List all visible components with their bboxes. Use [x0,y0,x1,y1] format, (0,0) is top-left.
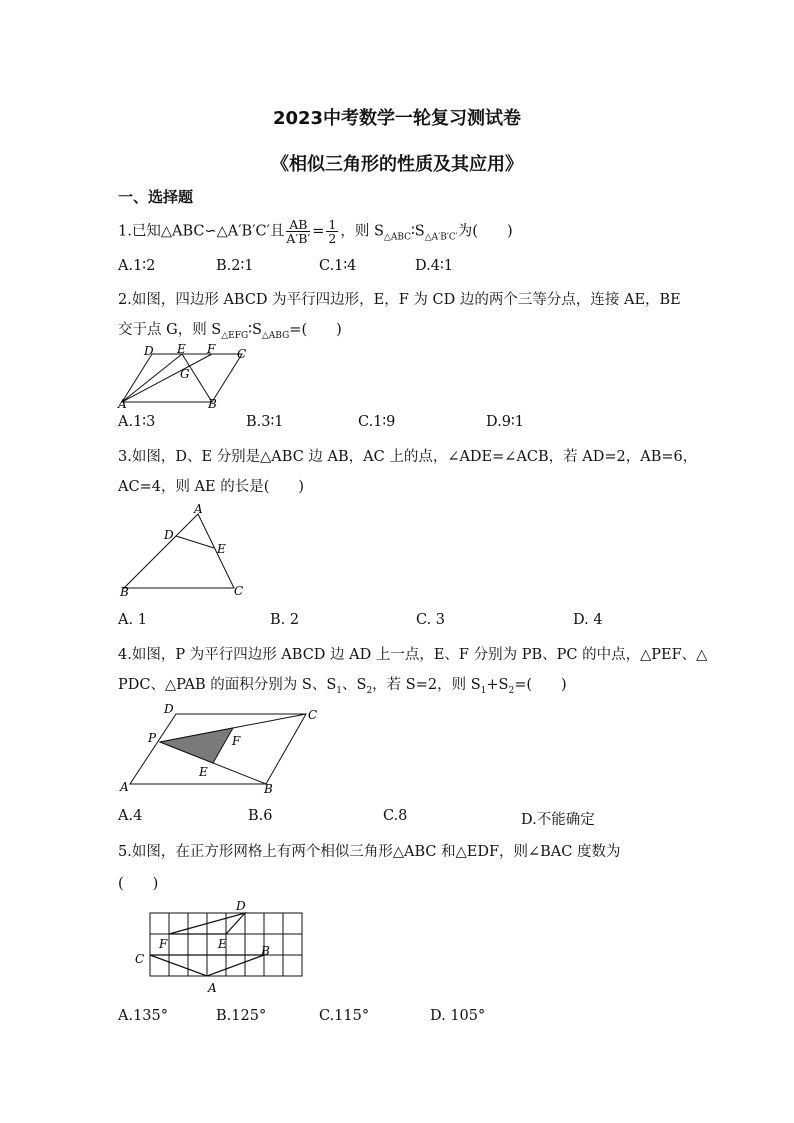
q4-sub2: 2 [366,685,373,696]
q2-label-c: C [237,347,247,361]
q2-stem-line1: 2.如图，四边形 ABCD 为平行四边形，E，F 为 CD 边的两个三等分点，连接 AE，BE [118,292,681,308]
q3-triangle-figure [116,502,248,598]
q3-label-d: D [164,528,174,542]
q3-segment-de [176,536,214,548]
q3-label-a: A [194,502,203,516]
q2-label-d: D [144,344,154,358]
q4-label-p: P [148,731,157,745]
q5-label-a: A [208,981,217,995]
q2-text-a: 交于点 G，则 S [118,322,222,338]
q5-stem-line1: 5.如图，在正方形网格上有两个相似三角形△ABC 和△EDF，则∠BAC 度数为 [118,844,621,860]
q1-fraction-half [326,218,338,245]
q3-stem-line2: AC=4，则 AE 的长是( ) [118,479,305,495]
q5-stem-line2: ( ) [118,876,159,892]
q2-text-c: =( ) [289,322,342,338]
q5-option-a[interactable]: A.135° [118,1008,169,1024]
q4-text-d: +S [486,677,509,693]
q3-stem-line1: 3.如图，D、E 分别是△ABC 边 AB，AC 上的点，∠ADE=∠ACB，若 AD=2，AB=6， [118,449,698,465]
q5-option-c[interactable]: C.115° [319,1008,370,1024]
q1-text-a: 1.已知△ABC∽△A′B′C′且 [118,223,285,240]
q1-frac1-den: A′B′ [286,231,311,247]
q1-option-d[interactable]: D.4∶1 [415,258,453,274]
q4-text-b: 、S [342,677,367,693]
q5-option-b[interactable]: B.125° [216,1008,267,1024]
q4-option-b[interactable]: B.6 [248,808,273,824]
q3-label-b: B [120,585,129,598]
q4-text-e: =( ) [514,677,567,693]
q4-label-d: D [164,702,174,716]
q2-sub2: △ABG [261,330,290,341]
q4-label-f: F [232,734,241,748]
q4-label-b: B [264,782,273,796]
q4-parallelogram-figure [114,700,324,796]
q4-label-c: C [308,708,318,722]
q3-option-d[interactable]: D. 4 [573,612,603,628]
q2-sub1: △EFG [221,330,249,341]
q5-label-c: C [135,952,145,966]
q1-sub1: △ABC [383,232,412,243]
q1-sub2: △A′B′C′ [424,232,458,243]
q4-sub3: 1 [480,685,487,696]
q5-label-e: E [218,937,227,951]
q4-label-e: E [199,765,208,779]
q3-option-c[interactable]: C. 3 [416,612,446,628]
q5-option-d[interactable]: D. 105° [430,1008,486,1024]
q2-parallelogram-figure [114,344,254,410]
q1-option-b[interactable]: B.2∶1 [216,258,254,274]
q5-grid-figure [130,896,320,998]
q2-option-d[interactable]: D.9∶1 [486,414,524,430]
q1-frac2-den: 2 [328,231,337,247]
page-subtitle: 《相似三角形的性质及其应用》 [271,154,523,175]
q2-option-b[interactable]: B.3∶1 [246,414,284,430]
q3-option-b[interactable]: B. 2 [270,612,300,628]
q2-label-f: F [207,344,216,356]
page-title: 2023中考数学一轮复习测试卷 [272,108,522,129]
q4-text-c: ，若 S=2，则 S [372,677,481,693]
q1-equals: = [312,223,325,240]
q4-option-d[interactable]: D.不能确定 [521,812,595,828]
q1-text-d: 为( ) [457,223,513,240]
q5-label-b: B [261,944,270,958]
q2-segment-ae [122,354,182,402]
q1-option-c[interactable]: C.1∶4 [319,258,357,274]
q4-option-a[interactable]: A.4 [118,808,143,824]
q1-stem [118,218,513,245]
q3-label-e: E [217,542,226,556]
q2-label-g: G [180,367,190,381]
q2-stem-line2 [118,318,342,341]
q2-label-a: A [118,397,127,410]
q1-fraction-ab [286,218,310,245]
q4-stem-line2 [118,673,567,696]
q2-label-b: B [208,397,217,410]
section-heading: 一、选择题 [118,188,194,206]
q4-sub4: 2 [508,685,515,696]
q5-label-d: D [236,899,246,913]
q2-option-c[interactable]: C.1∶9 [358,414,396,430]
q1-frac1-num: AB [286,218,310,232]
q4-shaded-triangle-pef [160,728,233,763]
q1-text-b: ，则 S [340,223,384,240]
q3-label-c: C [234,584,244,598]
q2-label-e: E [177,344,186,356]
q5-label-f: F [159,937,168,951]
q2-option-a[interactable]: A.1∶3 [118,414,156,430]
q4-label-a: A [120,780,129,794]
q3-option-a[interactable]: A. 1 [118,612,147,628]
q1-frac2-num: 1 [328,217,337,232]
q4-stem-line1: 4.如图，P 为平行四边形 ABCD 边 AD 上一点，E、F 分别为 PB、PC 的中点，△PEF、△ [118,647,708,663]
q4-text-a: PDC、△PAB 的面积分别为 S、S [118,677,337,693]
q1-text-c: ∶S [411,223,425,240]
q2-text-b: ∶S [248,322,262,338]
q4-sub1: 1 [336,685,342,696]
q2-segment-af [122,354,212,402]
q1-option-a[interactable]: A.1∶2 [118,258,156,274]
q4-option-c[interactable]: C.8 [383,808,408,824]
